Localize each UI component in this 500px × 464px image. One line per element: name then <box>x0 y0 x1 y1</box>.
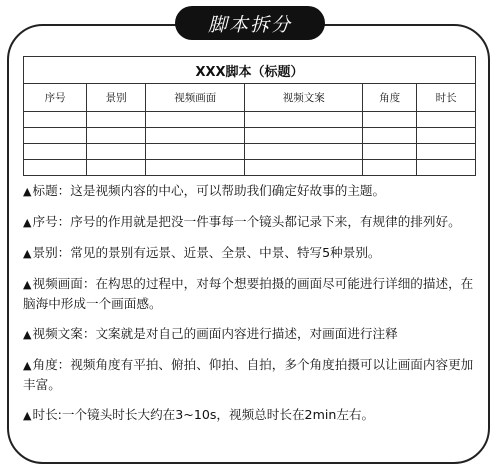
note-shot-size <box>23 243 478 263</box>
note-text: 序号的作用就是把没一件事每一个镜头都记录下来，有规律的排列好。 <box>70 214 461 229</box>
table-cell <box>245 160 363 176</box>
note-separator: : <box>57 407 62 422</box>
script-table <box>23 56 476 176</box>
note-label: 角度 <box>32 357 58 372</box>
table-cell <box>24 112 87 128</box>
table-cell <box>362 160 416 176</box>
table-cell <box>146 128 245 144</box>
note-label: 景别 <box>32 245 58 260</box>
note-number <box>23 212 478 232</box>
note-label: 视频画面 <box>32 276 83 291</box>
table-cell <box>24 144 87 160</box>
table-cell <box>87 144 146 160</box>
table-cell <box>245 128 363 144</box>
table-cell <box>24 160 87 176</box>
table-cell <box>87 160 146 176</box>
note-label: 时长 <box>32 407 58 422</box>
note-text: 一个镜头时长大约在3~10s，视频总时长在2min左右。 <box>61 407 375 422</box>
note-angle <box>23 355 478 394</box>
table-row <box>24 144 476 160</box>
triangle-icon: ▲ <box>23 409 32 422</box>
table-title: XXX脚本（标题） <box>24 57 476 84</box>
header-title: 脚本拆分 <box>175 6 325 40</box>
note-text: 文案就是对自己的画面内容进行描述，对画面进行注释 <box>95 326 398 341</box>
table-cell <box>245 144 363 160</box>
table-row <box>24 160 476 176</box>
column-header-angle: 角度 <box>362 84 416 112</box>
table-cell <box>24 128 87 144</box>
notes-list <box>23 181 478 436</box>
column-header-video-copy: 视频文案 <box>245 84 363 112</box>
triangle-icon: ▲ <box>23 359 32 372</box>
note-label: 视频文案 <box>32 326 83 341</box>
note-separator: ： <box>57 214 71 229</box>
table-cell <box>362 144 416 160</box>
column-header-number: 序号 <box>24 84 87 112</box>
note-text: 视频角度有平拍、俯拍、仰拍、自拍，多个角度拍摄可以让画面内容更加丰富。 <box>23 357 474 392</box>
note-duration <box>23 405 478 425</box>
table-cell <box>146 112 245 128</box>
table-cell <box>87 112 146 128</box>
note-label: 序号 <box>32 214 58 229</box>
note-separator: ： <box>82 276 96 291</box>
table-cell <box>146 160 245 176</box>
triangle-icon: ▲ <box>23 328 32 341</box>
note-title <box>23 181 478 201</box>
table-cell <box>417 128 476 144</box>
column-header-duration: 时长 <box>417 84 476 112</box>
triangle-icon: ▲ <box>23 216 32 229</box>
column-header-shot-size: 景别 <box>87 84 146 112</box>
table-cell <box>417 144 476 160</box>
note-label: 标题 <box>32 183 58 198</box>
table-cell <box>362 128 416 144</box>
column-header-video-frame: 视频画面 <box>146 84 245 112</box>
note-video-frame <box>23 274 478 313</box>
table-cell <box>417 160 476 176</box>
table-cell <box>87 128 146 144</box>
table-cell <box>146 144 245 160</box>
table-cell <box>362 112 416 128</box>
table-cell <box>417 112 476 128</box>
triangle-icon: ▲ <box>23 247 32 260</box>
note-separator: ： <box>82 326 96 341</box>
note-separator: ： <box>57 357 71 372</box>
table-header-row <box>24 84 476 112</box>
note-text: 常见的景别有远景、近景、全景、中景、特写5种景别。 <box>70 245 381 260</box>
note-text: 在构思的过程中，对每个想要拍摄的画面尽可能进行详细的描述，在脑海中形成一个画面感。 <box>23 276 474 311</box>
triangle-icon: ▲ <box>23 185 32 198</box>
note-video-copy <box>23 324 478 344</box>
note-separator: ： <box>57 245 71 260</box>
script-table-container <box>23 56 476 176</box>
note-separator: ： <box>57 183 71 198</box>
table-cell <box>245 112 363 128</box>
table-row <box>24 128 476 144</box>
triangle-icon: ▲ <box>23 278 32 291</box>
note-text: 这是视频内容的中心，可以帮助我们确定好故事的主题。 <box>70 183 386 198</box>
table-row <box>24 112 476 128</box>
